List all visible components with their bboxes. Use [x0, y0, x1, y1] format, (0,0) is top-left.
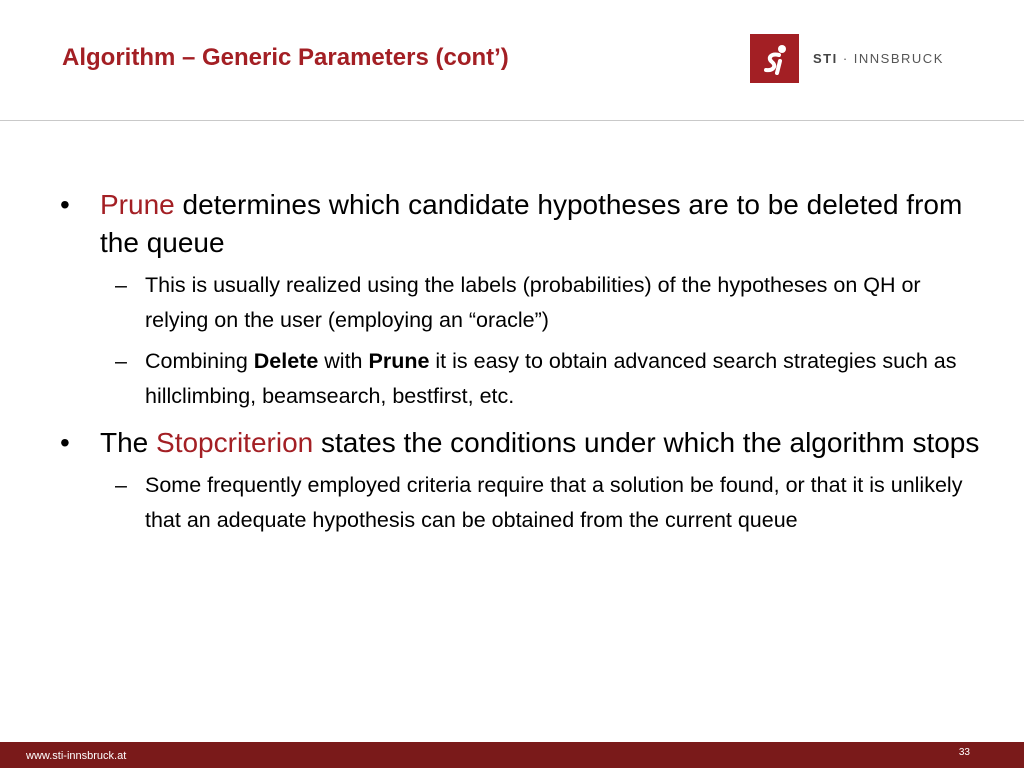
combining-text-2: with: [318, 349, 369, 373]
stop-prefix: The: [100, 427, 157, 458]
stopcriterion-keyword: Stopcriterion: [156, 427, 314, 458]
footer-url: www.sti-innsbruck.at: [26, 750, 127, 762]
logo-place: INNSBRUCK: [853, 51, 944, 66]
sub-bullet-combining: [60, 344, 980, 414]
logo-separator: ·: [837, 51, 854, 66]
slide-title: Algorithm – Generic Parameters (cont’): [62, 44, 509, 71]
prune-text: determines which candidate hypotheses are to be deleted from the queue: [100, 189, 963, 258]
sub-bullet-labels: [60, 268, 980, 338]
bullet-prune: [60, 186, 980, 262]
sub-bullet-labels-text: This is usually realized using the labels (probabilities) of the hypotheses on QH or relying on the user (employing an “oracle”): [145, 273, 921, 332]
bullet-marker: •: [60, 427, 70, 458]
combining-text-1: Combining: [145, 349, 254, 373]
delete-keyword: Delete: [253, 349, 319, 373]
prune-bold-keyword: Prune: [368, 349, 430, 373]
bullet-stopcriterion: [60, 424, 980, 462]
sub-bullet-marker: –: [115, 473, 127, 497]
sub-bullet-criteria: [60, 468, 980, 538]
logo-wordmark: [813, 51, 944, 66]
slide-content: [60, 186, 980, 544]
sti-logo-mark-icon: [750, 34, 799, 83]
combining-text-3: it is easy to obtain advanced search strategies such as hillclimbing, beamsearch, bestfirst, etc.: [145, 349, 957, 408]
stopcriterion-text: states the conditions under which the algorithm stops: [313, 427, 980, 458]
footer-bar: [0, 742, 1024, 768]
prune-keyword: Prune: [100, 189, 175, 220]
sub-bullet-criteria-text: Some frequently employed criteria require that a solution be found, or that it is unlikely that an adequate hypothesis can be obtained from the current queue: [145, 473, 963, 532]
logo-brand: STI: [813, 51, 838, 66]
sti-logo: [750, 34, 944, 83]
sub-bullet-marker: –: [115, 273, 127, 297]
page-number: 33: [958, 747, 970, 758]
sub-bullet-marker: –: [115, 349, 127, 373]
bullet-marker: •: [60, 189, 70, 220]
header-divider: [0, 120, 1024, 121]
